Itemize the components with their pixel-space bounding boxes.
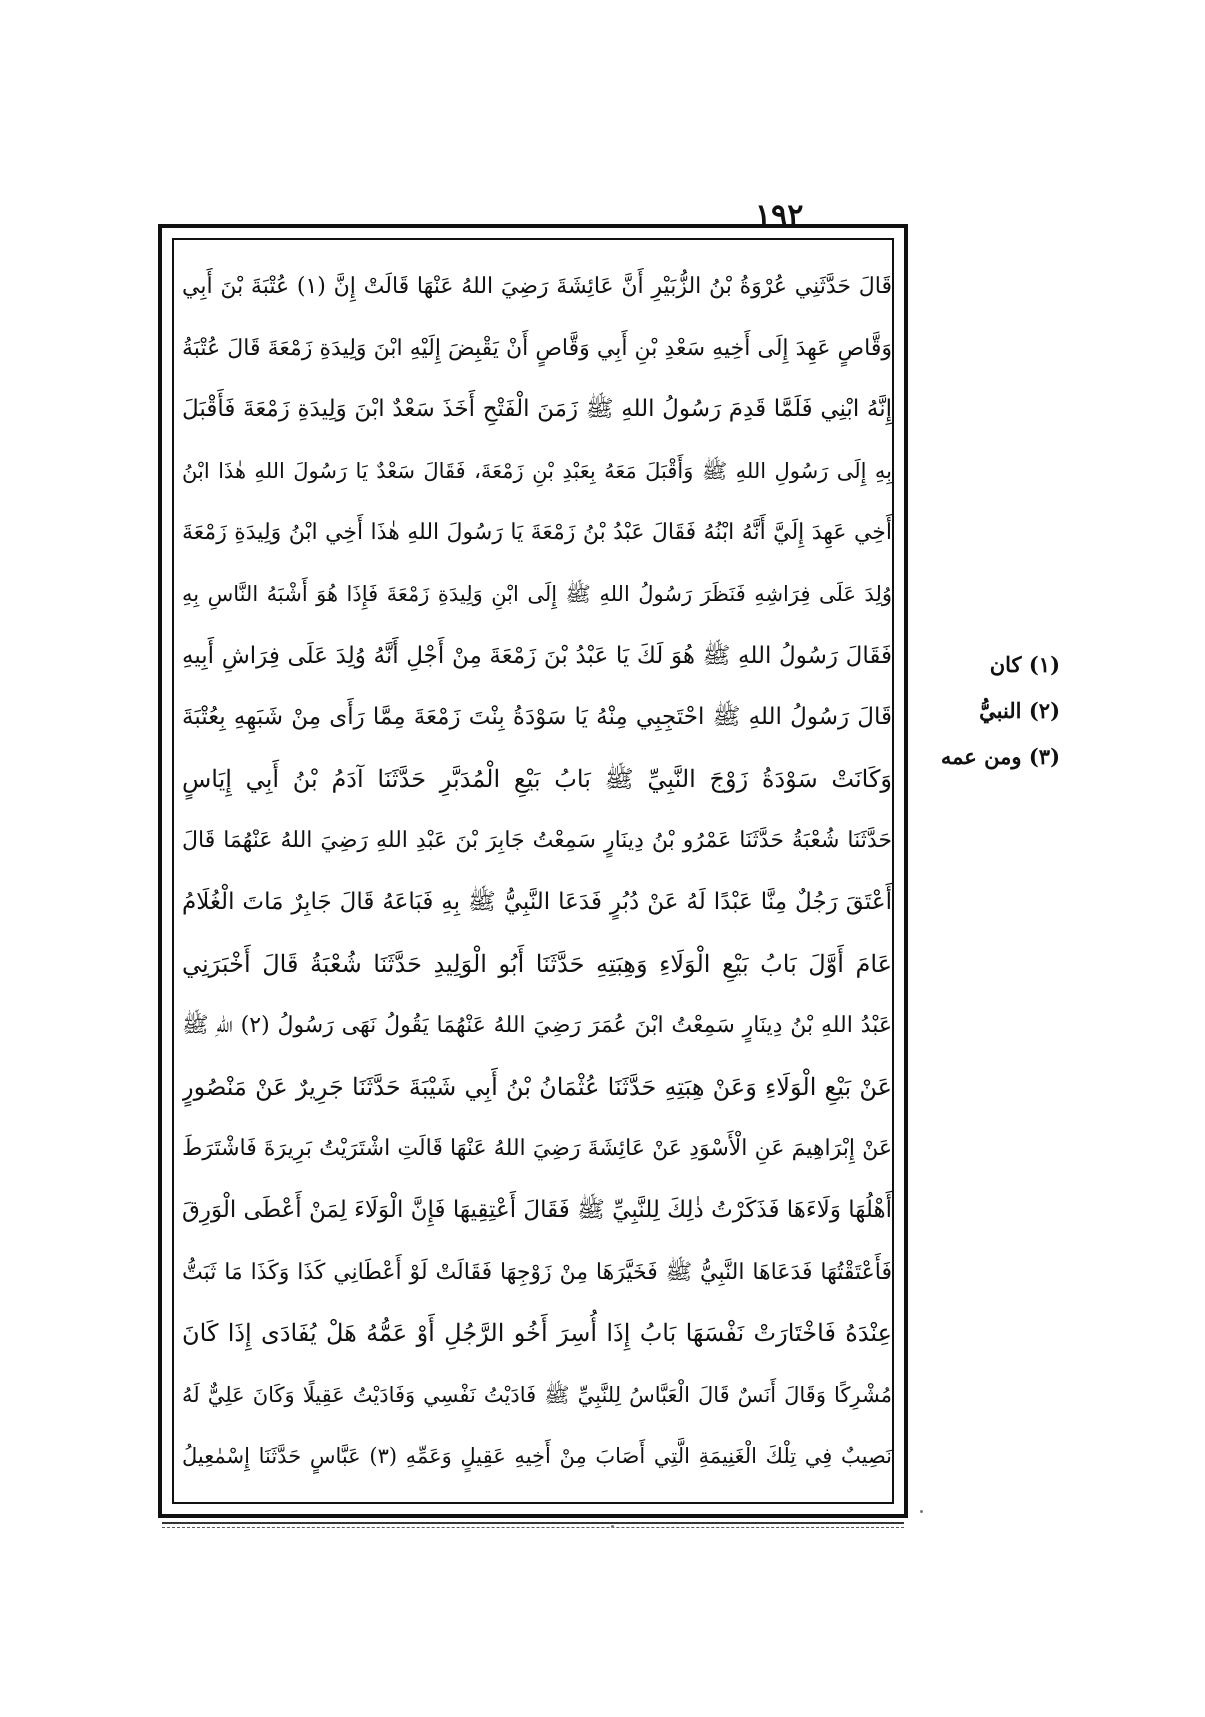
page-number: ١٩٢: [755, 198, 804, 233]
page-border-bottom-rule: [162, 1522, 904, 1528]
margin-note: (٢) النبيُّ: [979, 698, 1060, 723]
text-line: أَخِي عَهِدَ إِلَيَّ أَنَّهُ ابْنُهُ فَقَالَ عَبْدُ بْنُ زَمْعَةَ يَا رَسُولَ اللهِ هٰذَا أَخِي ابْنُ وَلِيدَةِ زَمْعَةَ: [182, 520, 892, 546]
scan-speck: [611, 1525, 614, 1528]
text-line: فَقَالَ رَسُولُ اللهِ ﷺ هُوَ لَكَ يَا عَبْدُ بْنَ زَمْعَةَ مِنْ أَجْلِ أَنَّهُ وُلِدَ عَلَى فِرَاشِ أَبِيهِ: [182, 642, 892, 669]
text-line: وَقَّاصٍ عَهِدَ إِلَى أَخِيهِ سَعْدِ بْنِ أَبِي وَقَّاصٍ أَنْ يَقْبِضَ إِلَيْهِ ابْنَ وَلِيدَةِ زَمْعَةَ قَالَ عُتْبَةُ: [182, 335, 892, 361]
text-line: وَكَانَتْ سَوْدَةُ زَوْجَ النَّبِيِّ ﷺ بَابُ بَيْعِ الْمُدَبَّرِ حَدَّثَنَا آدَمُ بْنُ أَبِي إِيَاسٍ: [182, 764, 892, 793]
margin-note: (١) كان: [989, 652, 1060, 677]
scan-speck: [920, 1510, 923, 1513]
text-line: بِهِ إِلَى رَسُولِ اللهِ ﷺ وَأَقْبَلَ مَعَهُ بِعَبْدِ بْنِ زَمْعَةَ، فَقَالَ سَعْدٌ يَا رَسُولَ اللهِ هٰذَا ابْنُ: [182, 458, 892, 483]
margin-notes: [940, 642, 1060, 780]
text-line: فَأَعْتَقْتُهَا فَدَعَاهَا النَّبِيُّ ﷺ فَخَيَّرَهَا مِنْ زَوْجِهَا فَقَالَتْ لَوْ أَعْطَانِي كَذَا وَكَذَا مَا ثَبَتُّ: [182, 1259, 892, 1285]
text-line: نَصِيبٌ فِي تِلْكَ الْغَنِيمَةِ الَّتِي أَصَابَ مِنْ أَخِيهِ عَقِيلٍ وَعَمِّهِ (٣) عَبَّاسٍ حَدَّثَنَا إِسْمٰعِيلُ: [182, 1444, 892, 1469]
text-line: أَهْلُهَا وَلَاءَهَا فَذَكَرْتُ ذٰلِكَ لِلنَّبِيِّ ﷺ فَقَالَ أَعْتِقِيهَا فَإِنَّ الْوَلَاءَ لِمَنْ أَعْطَى الْوَرِقَ: [182, 1196, 892, 1223]
text-line: عَبْدُ اللهِ بْنُ دِينَارٍ سَمِعْتُ ابْنَ عُمَرَ رَضِيَ اللهُ عَنْهُمَا يَقُولُ نَهَى رَسُولُ (٢) اللهِ ﷺ: [182, 1013, 892, 1039]
text-line: عِنْدَهُ فَاخْتَارَتْ نَفْسَهَا بَابُ إِذَا أُسِرَ أَخُو الرَّجُلِ أَوْ عَمُّهُ هَلْ يُفَادَى إِذَا كَانَ: [182, 1319, 892, 1348]
main-text: [182, 256, 892, 1502]
margin-note: (٣) ومن عمه: [940, 744, 1060, 769]
text-line: أَعْتَقَ رَجُلٌ مِنَّا عَبْدًا لَهُ عَنْ دُبُرٍ فَدَعَا النَّبِيُّ ﷺ بِهِ فَبَاعَهُ قَالَ جَابِرٌ مَاتَ الْغُلَامُ: [182, 888, 892, 915]
text-line: حَدَّثَنَا شُعْبَةُ حَدَّثَنَا عَمْرُو بْنُ دِينَارٍ سَمِعْتُ جَابِرَ بْنَ عَبْدِ اللهِ رَضِيَ اللهُ عَنْهُمَا قَالَ: [182, 828, 892, 854]
text-line: إِنَّهُ ابْنِي فَلَمَّا قَدِمَ رَسُولُ اللهِ ﷺ زَمَنَ الْفَتْحِ أَخَذَ سَعْدٌ ابْنَ وَلِيدَةِ زَمْعَةَ فَأَقْبَلَ: [182, 396, 892, 423]
text-line: قَالَ حَدَّثَنِي عُرْوَةُ بْنُ الزُّبَيْرِ أَنَّ عَائِشَةَ رَضِيَ اللهُ عَنْهَا قَالَتْ إِنَّ (١) عُتْبَةَ بْنَ أَبِي: [182, 274, 892, 299]
text-line: وُلِدَ عَلَى فِرَاشِهِ فَنَظَرَ رَسُولُ اللهِ ﷺ إِلَى ابْنِ وَلِيدَةِ زَمْعَةَ فَإِذَا هُوَ أَشْبَهُ النَّاسِ بِهِ: [182, 581, 892, 606]
text-line: عَامَ أَوَّلَ بَابُ بَيْعِ الْوَلَاءِ وَهِبَتِهِ حَدَّثَنَا أَبُو الْوَلِيدِ حَدَّثَنَا شُعْبَةُ قَالَ أَخْبَرَنِي: [182, 949, 892, 978]
text-line: عَنْ إِبْرَاهِيمَ عَنِ الْأَسْوَدِ عَنْ عَائِشَةَ رَضِيَ اللهُ عَنْهَا قَالَتِ اشْتَرَيْتُ بَرِيرَةَ فَاشْتَرَطَ: [182, 1136, 892, 1162]
text-line: قَالَ رَسُولُ اللهِ ﷺ احْتَجِبِي مِنْهُ يَا سَوْدَةُ بِنْتَ زَمْعَةَ مِمَّا رَأَى مِنْ شَبَهِهِ بِعُتْبَةَ: [182, 704, 892, 731]
text-line: عَنْ بَيْعِ الْوَلَاءِ وَعَنْ هِبَتِهِ حَدَّثَنَا عُثْمَانُ بْنُ أَبِي شَيْبَةَ حَدَّثَنَا جَرِيرٌ عَنْ مَنْصُورٍ: [182, 1072, 892, 1101]
text-line: مُشْرِكًا وَقَالَ أَنَسٌ قَالَ الْعَبَّاسُ لِلنَّبِيِّ ﷺ فَادَيْتُ نَفْسِي وَفَادَيْتُ عَقِيلًا وَكَانَ عَلِيٌّ لَهُ: [182, 1382, 892, 1407]
